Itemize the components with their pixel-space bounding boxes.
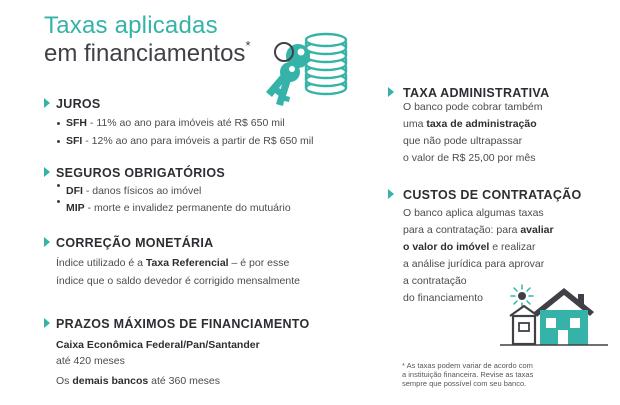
bullet-arrow-icon: [388, 87, 394, 97]
correcao-text-line1: Índice utilizado é a Taxa Referencial – é por esse: [56, 257, 290, 269]
section-heading-taxa-adm: TAXA ADMINISTRATIVA: [403, 86, 550, 100]
bullet-arrow-icon: [388, 189, 394, 199]
section-heading-prazos: PRAZOS MÁXIMOS DE FINANCIAMENTO: [56, 317, 310, 331]
prazos-bank1: Caixa Econômica Federal/Pan/Santander: [56, 339, 260, 351]
bullet-arrow-icon: [44, 237, 50, 247]
juros-item-sfi: SFI - 12% ao ano para imóveis a partir de R$ 650 mil: [66, 135, 314, 147]
section-heading-correcao: CORREÇÃO MONETÁRIA: [56, 236, 214, 250]
bullet-arrow-icon: [44, 318, 50, 328]
section-heading-seguros: SEGUROS OBRIGATÓRIOS: [56, 166, 225, 180]
prazos-bank1-term: até 420 meses: [56, 355, 125, 367]
custos-text: O banco aplica algumas taxas para a contratação: para avaliar o valor do imóvel e realizar a análise jurídica para aprovar a contratação do financiamento: [403, 207, 554, 304]
page-subtitle: em financiamentos*: [44, 38, 251, 67]
bullet-arrow-icon: [44, 167, 50, 177]
juros-item-sfh: SFH - 11% ao ano para imóveis até R$ 650 mil: [66, 117, 285, 129]
bullet-dot-icon: [57, 122, 60, 125]
coin-stack-icon: [306, 34, 346, 94]
section-heading-custos: CUSTOS DE CONTRATAÇÃO: [403, 188, 582, 202]
sun-icon: [511, 285, 533, 307]
prazos-bank2: Os demais bancos até 360 meses: [56, 375, 221, 387]
correcao-text-line2: índice que o saldo devedor é corrigido mensalmente: [56, 275, 300, 287]
footnote: * As taxas podem variar de acordo com a instituição financeira. Revise as taxas sempre que possível com seu banco.: [402, 361, 534, 388]
seguros-item-mip: MIP - morte e invalidez permanente do mutuário: [66, 202, 291, 214]
taxa-adm-text: O banco pode cobrar também uma taxa de administração que não pode ultrapassar o valor de R$ 25,00 por mês: [403, 101, 543, 164]
bullet-dot-icon: [57, 140, 60, 143]
bullet-arrow-icon: [44, 98, 50, 108]
page-title: Taxas aplicadas: [44, 12, 218, 39]
section-heading-juros: JUROS: [56, 97, 101, 111]
key-coins-icon: [246, 26, 354, 108]
bullet-dot-icon: [57, 184, 60, 187]
seguros-item-dfi: DFI - danos físicos ao imóvel: [66, 185, 202, 197]
bullet-dot-icon: [57, 200, 60, 203]
house-icon: [500, 276, 610, 346]
